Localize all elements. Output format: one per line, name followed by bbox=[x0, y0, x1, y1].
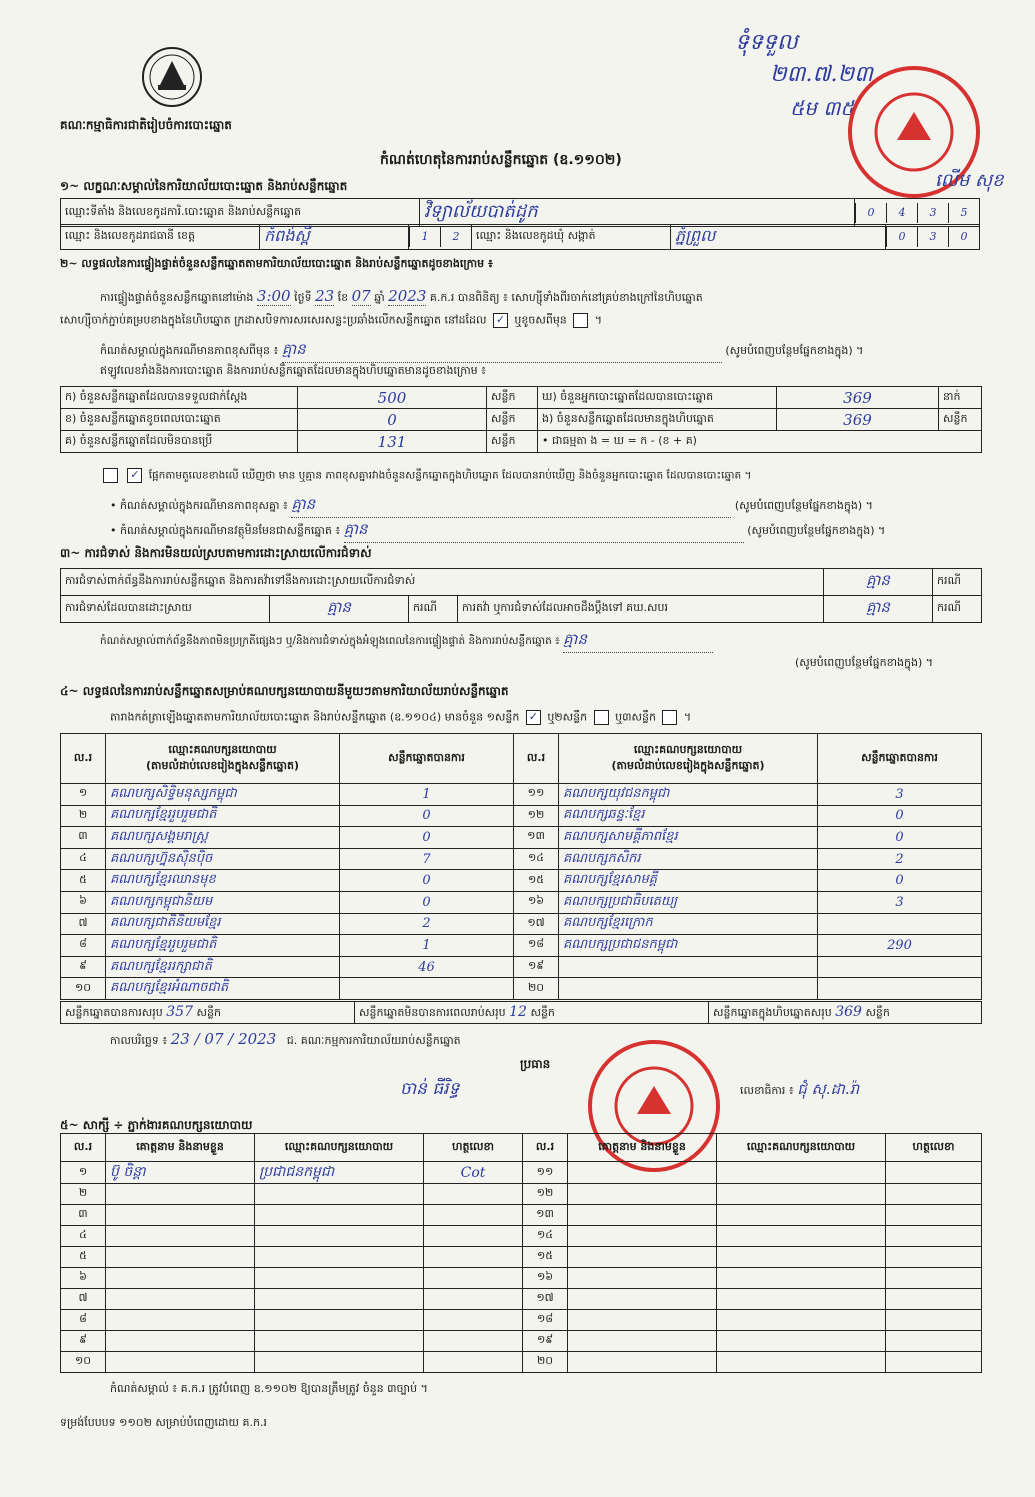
s4-results-table: ល.រ ឈ្មោះគណបក្សនយោបាយ (តាមលំដាប់លេខរៀងក្នុងសន្លឹកឆ្នោត) សន្លឹកឆ្នោតបានការ ល.រ ឈ្មោះគណបក្សនយោបាយ (តាមលំដាប់លេខរៀងក្នុងសន្លឹកឆ្នោត) សន្លឹកឆ្នោតបានការ ១ គណបក្សសិទ្ធិមនុស្សកម្ពុជា 1 ១១ គណបក្សយុវជនកម្ពុជា 3 ២ គណបក្សខ្មែររួបរួមជាតិ 0 ១២ គណបក្សឆន្ទៈខ្មែរ 0 ៣ គណបក្សសង្គមរាស្ត្រ 0 ១៣ គណបក្សសាមគ្គីភាពខ្មែរ 0 ៤ គណបក្សហ្វ៊ុនស៊ិនប៉ិច 7 ១៤ គណបក្សកសិករ 2 ៥ គណបក្សខ្មែរឈានមុខ 0 ១៥ គណបក្សខ្មែរសាមគ្គី 0 ៦ គណបក្សកម្ពុជានិយម 0 ១៦ គណបក្សប្រជាធិបតេយ្យ 3 ៧ គណបក្សជាតិនិយមខ្មែរ 2 ១៧ គណបក្សខ្មែរក្រោក ៨ គណបក្សខ្មែររួបរួមជាតិ 1 ១៨ គណបក្សប្រជាជនកម្ពុជា 290 ៩ គណបក្សខ្មែររក្សាជាតិ 46 ១៩ ១០ គណបក្សខ្មែរអំណាចជាតិ ២០ bbox=[60, 733, 982, 1000]
witness-number: ១ bbox=[61, 1162, 106, 1184]
witness-signature bbox=[886, 1184, 982, 1205]
witness-party bbox=[255, 1310, 424, 1331]
party-name: គណបក្សជាតិនិយមខ្មែរ bbox=[106, 913, 340, 935]
party-votes bbox=[340, 978, 514, 1000]
nec-emblem-icon bbox=[140, 45, 204, 109]
witness-party bbox=[717, 1205, 886, 1226]
section-1-table bbox=[60, 198, 980, 227]
s2-spoiled-value: 0 bbox=[298, 409, 487, 431]
witness-row bbox=[61, 1310, 982, 1331]
s1-province-code: 1 2 bbox=[409, 225, 472, 250]
witness-number: ១៩ bbox=[523, 1331, 568, 1352]
s4-box-total: 369 bbox=[835, 1003, 862, 1020]
witness-party bbox=[255, 1289, 424, 1310]
footer-form-name: ទម្រង់បែបបទ ១១០២ សម្រាប់បំពេញដោយ គ.ក.រ bbox=[60, 1416, 267, 1429]
witness-number: ២ bbox=[61, 1184, 106, 1205]
footer-note: កំណត់សម្គាល់ ៖ គ.ក.រ ត្រូវបំពេញ ឧ.១១០២ ឱ្យបានត្រឹមត្រូវ ចំនួន ៣ច្បាប់ ។ bbox=[110, 1382, 428, 1395]
witness-party bbox=[717, 1331, 886, 1352]
witness-row bbox=[61, 1247, 982, 1268]
section-3-title: ៣~ ការជំទាស់ និងការមិនយល់ស្របតាមការដោះស្រាយលើការជំទាស់ bbox=[60, 546, 372, 560]
witness-name bbox=[568, 1289, 717, 1310]
party-votes: 0 bbox=[818, 870, 982, 892]
party-name: គណបក្សសង្គមរាស្ត្រ bbox=[106, 827, 340, 849]
witness-number: ១៤ bbox=[523, 1226, 568, 1247]
party-number: ១៤ bbox=[514, 848, 559, 870]
witness-number: ៨ bbox=[61, 1310, 106, 1331]
witness-party bbox=[255, 1184, 424, 1205]
party-name: គណបក្សយុវជនកម្ពុជា bbox=[559, 784, 818, 806]
s4-date-value: 23 / 07 / 2023 bbox=[170, 1030, 277, 1048]
s2-inbox-value: 369 bbox=[777, 409, 939, 431]
witness-party bbox=[717, 1268, 886, 1289]
party-votes: 290 bbox=[818, 935, 982, 957]
party-name: គណបក្សខ្មែររួបរួមជាតិ bbox=[106, 805, 340, 827]
s2-day: 23 bbox=[315, 287, 335, 305]
party-votes: 1 bbox=[340, 935, 514, 957]
party-name: គណបក្សខ្មែរអំណាចជាតិ bbox=[106, 978, 340, 1000]
party-name: គណបក្សហ្វ៊ុនស៊ិនប៉ិច bbox=[106, 848, 340, 870]
party-name: គណបក្សប្រជាធិបតេយ្យ bbox=[559, 891, 818, 913]
party-votes: 0 bbox=[340, 891, 514, 913]
s1-province-value: កំពង់ស្ពឺ bbox=[260, 225, 409, 250]
party-number: ៧ bbox=[61, 913, 106, 935]
party-name: គណបក្សសាមគ្គីភាពខ្មែរ bbox=[559, 827, 818, 849]
s2-note-line: កំណត់សម្គាល់ក្នុងករណីមានភាពខុសពីមុន ៖ គ្មាន (សូមបំពេញបន្ថែមផ្នែកខាងក្នុង) ។ bbox=[100, 340, 863, 363]
s2-no-diff-checkbox[interactable]: ✓ bbox=[127, 468, 142, 483]
witness-name bbox=[106, 1205, 255, 1226]
witness-signature bbox=[424, 1247, 523, 1268]
party-votes: 46 bbox=[340, 956, 514, 978]
witness-signature bbox=[886, 1247, 982, 1268]
witness-name bbox=[106, 1247, 255, 1268]
result-row bbox=[61, 848, 982, 870]
s1-commune-label: ឈ្មោះ និងលេខកូដឃុំ សង្កាត់ bbox=[472, 225, 671, 250]
party-number: ១១ bbox=[514, 784, 559, 806]
witness-signature bbox=[886, 1310, 982, 1331]
witness-name bbox=[106, 1289, 255, 1310]
s2-paragraph-3: ឥឡូវលេខរាំងនិងការបោះឆ្នោត និងការរាប់សន្លឹកឆ្នោតដែលមានក្នុងហិបឆ្នោតមានដូចខាងក្រោម ៖ bbox=[100, 364, 486, 377]
result-row bbox=[61, 956, 982, 978]
witness-number: ១៣ bbox=[523, 1205, 568, 1226]
witness-signature bbox=[886, 1226, 982, 1247]
s4-three-sheet-checkbox[interactable] bbox=[662, 710, 677, 725]
party-number: ៩ bbox=[61, 956, 106, 978]
witness-number: ១០ bbox=[61, 1352, 106, 1373]
result-row bbox=[61, 805, 982, 827]
s4-invalid-total: 12 bbox=[509, 1003, 527, 1020]
party-votes: 0 bbox=[340, 870, 514, 892]
party-number: ១៨ bbox=[514, 935, 559, 957]
witness-row bbox=[61, 1268, 982, 1289]
witness-row bbox=[61, 1205, 982, 1226]
s2-intact-checkbox[interactable]: ✓ bbox=[493, 313, 508, 328]
party-number: ១ bbox=[61, 784, 106, 806]
result-row bbox=[61, 935, 982, 957]
witness-signature bbox=[886, 1268, 982, 1289]
witness-party bbox=[255, 1268, 424, 1289]
s4-chair-signature: ចាន់ ធីរិទ្ធ bbox=[400, 1079, 460, 1099]
witness-party bbox=[255, 1226, 424, 1247]
witness-signature bbox=[424, 1226, 523, 1247]
witness-name bbox=[568, 1268, 717, 1289]
s4-sum-table: សន្លឹកឆ្នោតបានការសរុប 357 សន្លឹក សន្លឹកឆ្នោតមិនបានការពេលរាប់សរុប 12 សន្លឹក សន្លឹកឆ្នោតក្នុងហិបឆ្នោតសរុប 369 សន្លឹក bbox=[60, 1001, 982, 1024]
s1-commune-code: 0 3 0 bbox=[886, 225, 980, 250]
result-row bbox=[61, 870, 982, 892]
party-name: គណបក្សខ្មែរសាមគ្គី bbox=[559, 870, 818, 892]
s2-has-diff-checkbox[interactable] bbox=[103, 468, 118, 483]
witness-party bbox=[717, 1310, 886, 1331]
witness-signature bbox=[424, 1310, 523, 1331]
witness-row bbox=[61, 1352, 982, 1373]
result-row bbox=[61, 891, 982, 913]
party-votes bbox=[818, 913, 982, 935]
witness-number: ២០ bbox=[523, 1352, 568, 1373]
witness-name bbox=[568, 1310, 717, 1331]
s1-commune-value: ភ្នំព្រួល bbox=[671, 225, 886, 250]
s1-location-label: ឈ្មោះទីតាំង និងលេខកូដការិ.បោះឆ្នោត និងរាប់សន្លឹកឆ្នោត bbox=[61, 199, 420, 227]
party-name: គណបក្សខ្មែររក្សាជាតិ bbox=[106, 956, 340, 978]
witness-signature bbox=[886, 1331, 982, 1352]
s4-date-line: កាលបរិច្ឆេទ ៖ 23 / 07 / 2023 ជ. គណៈកម្មការការិយាល័យរាប់សន្លឹកឆ្នោត bbox=[110, 1030, 461, 1048]
section-2-title: ២~ លទ្ធផលនៃការផ្ទៀងផ្ទាត់ចំនួនសន្លឹកឆ្នោតតាមការិយាល័យបោះឆ្នោត និងរាប់សន្លឹកឆ្នោតដូចខាងក្រោម ៖ bbox=[60, 257, 493, 270]
party-name: គណបក្សកម្ពុជានិយម bbox=[106, 891, 340, 913]
party-number: ១៦ bbox=[514, 891, 559, 913]
s2-received-value: 500 bbox=[298, 387, 487, 409]
party-number: ៥ bbox=[61, 870, 106, 892]
result-row bbox=[61, 913, 982, 935]
witness-name bbox=[568, 1247, 717, 1268]
s2-paragraph-4: ✓ ផ្អែកតាមតួលេខខាងលើ ឃើញថា មាន ឬគ្មាន ភាពខុសគ្នារវាងចំនួនសន្លឹកឆ្នោតក្នុងហិបឆ្នោត ដែលបានរាប់ឃើញ និងចំនួនអ្នកបោះឆ្នោត ដែលបានបោះឆ្នោត ។ bbox=[100, 468, 751, 485]
section-5-title: ៥~ សាក្សី ÷ ភ្នាក់ងារគណបក្សនយោបាយ bbox=[60, 1118, 253, 1132]
party-votes: 2 bbox=[340, 913, 514, 935]
witness-party bbox=[255, 1352, 424, 1373]
witness-name bbox=[568, 1352, 717, 1373]
s2-bullet-1: • កំណត់សម្គាល់ក្នុងករណីមានភាពខុសគ្នា ៖ គ្មាន (សូមបំពេញបន្ថែមផ្នែកខាងក្នុង) ។ bbox=[110, 495, 873, 518]
witness-signature bbox=[886, 1289, 982, 1310]
party-name: គណបក្សប្រជាជនកម្ពុជា bbox=[559, 935, 818, 957]
witness-signature bbox=[886, 1352, 982, 1373]
s2-changed-checkbox[interactable] bbox=[573, 313, 588, 328]
party-votes: 0 bbox=[340, 805, 514, 827]
witness-party bbox=[255, 1247, 424, 1268]
witness-party bbox=[255, 1331, 424, 1352]
witness-row bbox=[61, 1226, 982, 1247]
s2-paragraph-2: សោហ្ស៊ីចាក់ភ្ជាប់គម្របខាងក្នុងនៃហិបឆ្នោត ក្រដាសបិទការសរសេរសន្លះប្រឆាំងលើកសន្លឹកឆ្នោត នៅដដែល ✓ ឬខូចសពីមុន ។ bbox=[60, 313, 603, 327]
s3-appeal-value: គ្មាន bbox=[824, 596, 933, 623]
witness-row bbox=[61, 1162, 982, 1184]
witness-signature bbox=[424, 1205, 523, 1226]
party-number: ១២ bbox=[514, 805, 559, 827]
witness-party bbox=[717, 1289, 886, 1310]
witness-name bbox=[568, 1184, 717, 1205]
witness-party: ប្រជាជនកម្ពុជា bbox=[255, 1162, 424, 1184]
party-votes: 7 bbox=[340, 848, 514, 870]
s4-chair-label: ប្រធាន bbox=[520, 1057, 551, 1071]
s4-secretary-line: លេខាធិការ ៖ ជុំ សុ.ដា.រ៉ា bbox=[740, 1080, 860, 1098]
witness-number: ៥ bbox=[61, 1247, 106, 1268]
s3-note-line: កំណត់សម្គាល់ពាក់ព័ន្ធនឹងភាពមិនប្រក្រតីផ្សេងៗ ឬ/និងការជំទាស់ក្នុងអំឡុងពេលនៃការផ្ទៀងផ្ទាត់ និងការរាប់សន្លឹកឆ្នោត ៖ គ្មាន bbox=[100, 630, 713, 653]
party-name: គណបក្សខ្មែររួបរួមជាតិ bbox=[106, 935, 340, 957]
party-name: គណបក្សកសិករ bbox=[559, 848, 818, 870]
witness-name bbox=[568, 1162, 717, 1184]
witness-signature bbox=[424, 1352, 523, 1373]
party-number: ១៩ bbox=[514, 956, 559, 978]
witness-party bbox=[255, 1205, 424, 1226]
party-votes: 3 bbox=[818, 891, 982, 913]
party-number: ៨ bbox=[61, 935, 106, 957]
witness-name bbox=[106, 1352, 255, 1373]
s2-unused-value: 131 bbox=[298, 431, 487, 453]
s2-counts-table bbox=[60, 386, 982, 453]
party-name: គណបក្សខ្មែរក្រោក bbox=[559, 913, 818, 935]
party-votes: 1 bbox=[340, 784, 514, 806]
s2-paragraph-1: ការផ្ទៀងផ្ទាត់ចំនួនសន្លឹកឆ្នោតនៅម៉ោង 3:00 ថ្ងៃទី 23 ខែ 07 ឆ្នាំ 2023 គ.ក.រ បានពិនិត្យ ៖ សោហ្ស៊ីទាំងពីរចាក់នៅគ្រប់ខាងក្រៅនៃហិបឆ្នោត bbox=[100, 287, 703, 305]
witness-name bbox=[106, 1331, 255, 1352]
witness-name bbox=[106, 1310, 255, 1331]
section-1-title: ១~ លក្ខណៈសម្គាល់នៃការិយាល័យបោះឆ្នោត និងរាប់សន្លឹកឆ្នោត bbox=[60, 179, 348, 193]
witness-row bbox=[61, 1289, 982, 1310]
corner-signature: លើម សុខ bbox=[935, 170, 1004, 191]
s3-fill-hint: (សូមបំពេញបន្ថែមផ្នែកខាងក្នុង) ។ bbox=[795, 656, 934, 669]
s1-province-label: ឈ្មោះ និងលេខកូដរាជធានី ខេត្ត bbox=[61, 225, 260, 250]
s4-intro: តារាងកត់ត្រាឡើងឆ្នោតតាមការិយាល័យបោះឆ្នោត និងរាប់សន្លឹកឆ្នោត (ឧ.១១០៤) មានចំនួន ១សន្លឹក ✓ ឬ២សន្លឹក ឬ៣សន្លឹក ។ bbox=[110, 710, 692, 724]
party-name bbox=[559, 978, 818, 1000]
s4-valid-total: 357 bbox=[166, 1003, 193, 1020]
witness-number: ៤ bbox=[61, 1226, 106, 1247]
party-number: ១៣ bbox=[514, 827, 559, 849]
party-number: ២០ bbox=[514, 978, 559, 1000]
witness-party bbox=[717, 1162, 886, 1184]
witness-signature bbox=[886, 1162, 982, 1184]
witness-signature bbox=[424, 1268, 523, 1289]
witness-signature bbox=[424, 1331, 523, 1352]
s3-resolved-value: គ្មាន bbox=[270, 596, 409, 623]
witness-name: ប៊ូ ចិន្តា bbox=[106, 1162, 255, 1184]
s1-location-value: វិទ្យាល័យបាត់ដូក bbox=[420, 199, 855, 227]
section-4-title: ៤~ លទ្ធផលនៃការរាប់សន្លឹកឆ្នោតសម្រាប់គណបក្សនយោបាយនីមួយៗតាមការិយាល័យរាប់សន្លឹកឆ្នោត bbox=[60, 684, 509, 698]
party-number: ៦ bbox=[61, 891, 106, 913]
result-row bbox=[61, 784, 982, 806]
s2-count-row: ខ) ចំនួនសន្លឹកឆ្នោតខូចពេលបោះឆ្នោត 0 សន្លឹក ង) ចំនួនសន្លឹកឆ្នោតដែលមានក្នុងហិបឆ្នោត 369 សន្លឹក bbox=[61, 409, 982, 431]
party-votes: 2 bbox=[818, 848, 982, 870]
s2-count-row: ក) ចំនួនសន្លឹកឆ្នោតដែលបានទទួលជាក់ស្តែង 500 សន្លឹក ឃ) ចំនួនអ្នកបោះឆ្នោតដែលបានបោះឆ្នោត 369 នាក់ bbox=[61, 387, 982, 409]
party-name: គណបក្សសិទ្ធិមនុស្សកម្ពុជា bbox=[106, 784, 340, 806]
s3-objections-value: គ្មាន bbox=[824, 569, 933, 596]
witness-number: ១៨ bbox=[523, 1310, 568, 1331]
s2-bullet-2: • កំណត់សម្គាល់ក្នុងករណីមានវត្ថុមិនមែនជាសន្លឹកឆ្នោត ៖ គ្មាន (សូមបំពេញបន្ថែមផ្នែកខាងក្នុង) ។ bbox=[110, 520, 885, 543]
witness-signature: Cot bbox=[424, 1162, 523, 1184]
party-votes: 0 bbox=[340, 827, 514, 849]
witness-name bbox=[106, 1268, 255, 1289]
section-1-table-row2 bbox=[60, 224, 980, 250]
witness-party bbox=[717, 1352, 886, 1373]
s5-witness-table: ល.រ គោត្តនាម និងនាមខ្លួន ឈ្មោះគណបក្សនយោបាយ ហត្ថលេខា ល.រ គោត្តនាម និងនាមខ្លួន ឈ្មោះគណបក្សនយោបាយ ហត្ថលេខា ១ ប៊ូ ចិន្តា ប្រជាជនកម្ពុជា Cot ១១ ២ ១២ ៣ ១៣ ៤ ១៤ ៥ ១៥ ៦ ១៦ ៧ ១៧ ៨ ១៨ ៩ ១៩ ១០ ២០ bbox=[60, 1133, 982, 1373]
s2-time: 3:00 bbox=[256, 287, 291, 305]
party-name: គណបក្សឆន្ទៈខ្មែរ bbox=[559, 805, 818, 827]
party-number: ២ bbox=[61, 805, 106, 827]
party-name: គណបក្សខ្មែរឈានមុខ bbox=[106, 870, 340, 892]
s2-year: 2023 bbox=[388, 287, 427, 305]
corner-received-note: ទុំទទួល bbox=[735, 30, 798, 55]
witness-signature bbox=[424, 1289, 523, 1310]
s2-count-row: គ) ចំនួនសន្លឹកឆ្នោតដែលមិនបានប្រើ 131 សន្លឹក • ជាធម្មតា ង = ឃ = ក - (ខ + គ) bbox=[61, 431, 982, 453]
witness-number: ១៦ bbox=[523, 1268, 568, 1289]
s4-secretary-name: ជុំ សុ.ដា.រ៉ា bbox=[797, 1080, 860, 1098]
witness-name bbox=[568, 1226, 717, 1247]
party-votes bbox=[818, 978, 982, 1000]
witness-number: ១២ bbox=[523, 1184, 568, 1205]
witness-number: ៣ bbox=[61, 1205, 106, 1226]
witness-signature bbox=[424, 1184, 523, 1205]
corner-date: ២៣.៧.២៣ bbox=[770, 62, 873, 87]
witness-number: ៦ bbox=[61, 1268, 106, 1289]
party-votes: 0 bbox=[818, 805, 982, 827]
witness-number: ៧ bbox=[61, 1289, 106, 1310]
witness-party bbox=[717, 1184, 886, 1205]
result-row bbox=[61, 827, 982, 849]
s1-location-code: 0 4 3 5 bbox=[855, 199, 980, 227]
corner-time: ៥ម ៣៥ bbox=[790, 96, 855, 120]
result-row bbox=[61, 978, 982, 1000]
witness-party bbox=[717, 1247, 886, 1268]
witness-row bbox=[61, 1331, 982, 1352]
s2-voters-value: 369 bbox=[777, 387, 939, 409]
witness-number: ៩ bbox=[61, 1331, 106, 1352]
witness-name bbox=[106, 1184, 255, 1205]
party-number: ១៧ bbox=[514, 913, 559, 935]
witness-name bbox=[568, 1205, 717, 1226]
witness-party bbox=[717, 1226, 886, 1247]
s2-note-value: គ្មាន bbox=[282, 340, 722, 363]
party-votes: 3 bbox=[818, 784, 982, 806]
org-name: គណៈកម្មាធិការជាតិរៀបចំការបោះឆ្នោត bbox=[60, 118, 232, 132]
witness-number: ១៥ bbox=[523, 1247, 568, 1268]
party-number: ៣ bbox=[61, 827, 106, 849]
witness-signature bbox=[886, 1205, 982, 1226]
party-number: ៤ bbox=[61, 848, 106, 870]
s4-one-sheet-checkbox[interactable]: ✓ bbox=[526, 710, 541, 725]
party-name bbox=[559, 956, 818, 978]
party-votes bbox=[818, 956, 982, 978]
form-title: កំណត់ហេតុនៃការរាប់សន្លឹកឆ្នោត (ឧ.១១០២) bbox=[380, 152, 622, 168]
witness-name bbox=[568, 1331, 717, 1352]
witness-number: ១១ bbox=[523, 1162, 568, 1184]
witness-name bbox=[106, 1226, 255, 1247]
party-number: ១៥ bbox=[514, 870, 559, 892]
s4-two-sheet-checkbox[interactable] bbox=[594, 710, 609, 725]
party-votes: 0 bbox=[818, 827, 982, 849]
s2-month: 07 bbox=[351, 287, 371, 305]
s3-table: ការជំទាស់ពាក់ព័ន្ធនឹងការរាប់សន្លឹកឆ្នោត និងការតវ៉ាទៅនឹងការដោះស្រាយលើការជំទាស់ គ្មាន ករណី ការជំទាស់ដែលបានដោះស្រាយ គ្មាន ករណី ការតវ៉ា ឬការជំទាស់ដែលអាចដឹងប្តឹងទៅ គឃ.សបរ គ្មាន ករណី bbox=[60, 568, 982, 623]
witness-number: ១៧ bbox=[523, 1289, 568, 1310]
party-number: ១០ bbox=[61, 978, 106, 1000]
witness-row bbox=[61, 1184, 982, 1205]
